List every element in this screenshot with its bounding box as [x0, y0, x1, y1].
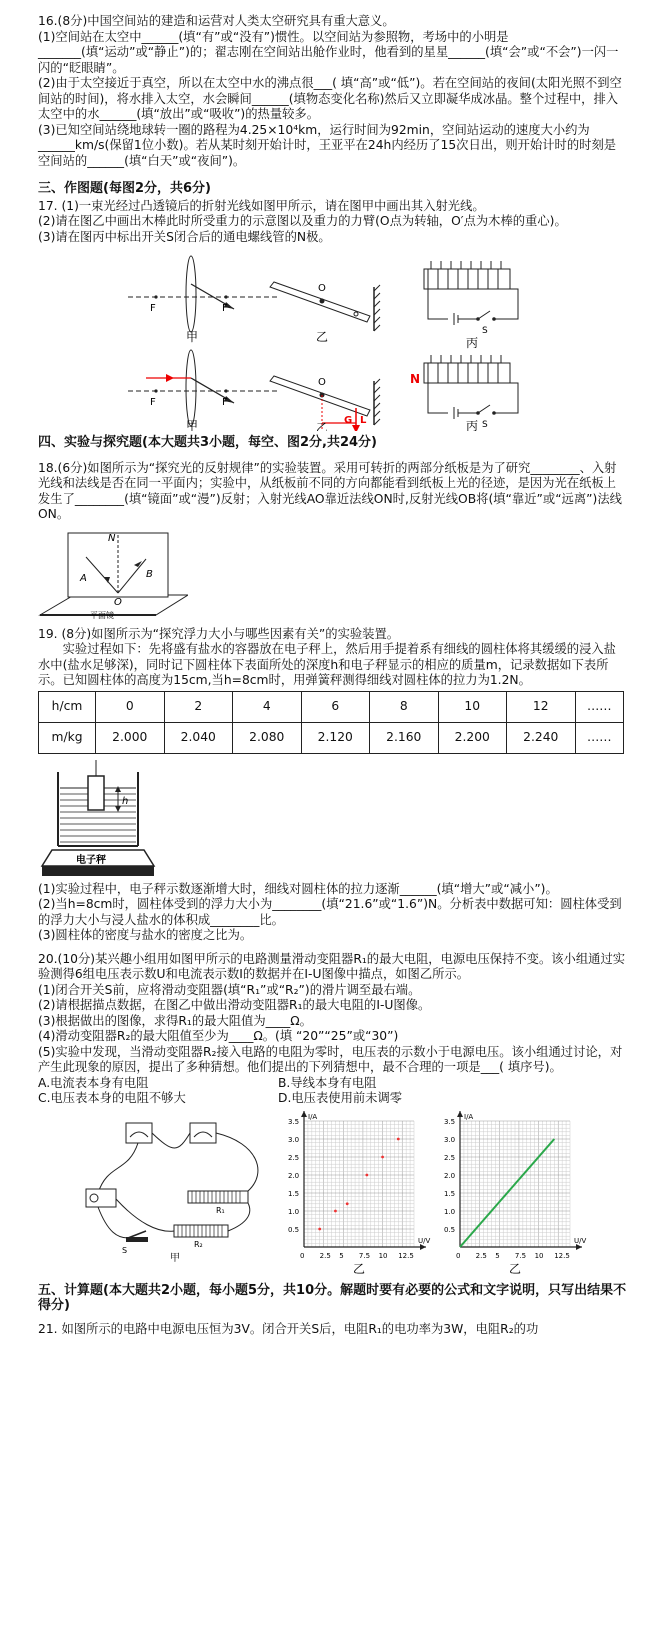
table-cell: 2.000 — [96, 722, 165, 753]
x-tick-label: 0 — [456, 1251, 461, 1260]
table-cell: 8 — [370, 691, 439, 722]
data-point — [318, 1227, 321, 1230]
focus-label: F — [222, 303, 228, 314]
reflection-figure — [38, 527, 188, 619]
section-4-title: 四、实验与探究题(本大题共3小题，每空、图2分,共24分) — [38, 435, 378, 450]
option-b: B.导线本身有电阻 — [278, 1075, 377, 1090]
h-label: h — [122, 795, 129, 807]
table-cell: 6 — [301, 691, 370, 722]
x-tick-label: 7.5 — [514, 1251, 527, 1260]
q19-text: 实验过程如下：先将盛有盐水的容器放在电子秤上，然后用手提着系有细线的圆柱体将其缓缓的浸入盐水中(盐水足够深)，同时记下圆柱体下表面所处的深度h和电子秤显示的相应的质量m，记录数据如下表所示。已知圆柱体的高度为15cm,当h=8cm时，用弹簧秤测得细线对圆柱体的拉力为1.2N。 — [38, 642, 616, 687]
answer-n: N — [410, 372, 421, 386]
option-c: C.电压表本身的电阻不够大 — [38, 1091, 186, 1105]
r2-label: R₂ — [194, 1239, 203, 1249]
label-n: N — [108, 532, 116, 544]
y-axis-arrow — [301, 1111, 307, 1117]
iu-chart-points — [274, 1107, 434, 1277]
answer-g: G — [344, 415, 353, 426]
y-tick-label: 0.5 — [444, 1225, 456, 1234]
x-tick-label: 12.5 — [398, 1251, 414, 1260]
table-cell: …… — [575, 691, 624, 722]
q17-line: 17. (1)一束光经过凸透镜后的折射光线如图甲所示，请在图甲中画出其入射光线。 — [38, 198, 485, 213]
table-cell: …… — [575, 722, 624, 753]
option-d: D.电压表使用前未调零 — [278, 1091, 403, 1105]
question-16 — [38, 14, 628, 169]
y-tick-label: 3.5 — [444, 1117, 456, 1126]
data-point — [397, 1137, 400, 1140]
table-cell: 2.240 — [507, 722, 576, 753]
lens-figure-top — [128, 256, 278, 344]
mirror-label: 平面镜 — [90, 610, 114, 619]
y-tick-label: 3.5 — [288, 1117, 300, 1126]
stick-figure-answer — [270, 376, 380, 431]
option-a: A.电流表本身有电阻 — [38, 1075, 149, 1090]
fig-label-jia: 甲 — [186, 330, 199, 344]
y-axis-label: I/A — [464, 1112, 474, 1121]
q17-line: (2)请在图乙中画出木棒此时所受重力的示意图以及重力的力臂(O点为转轴，O′点为木棒的重心)。 — [38, 214, 567, 228]
y-tick-label: 3.0 — [288, 1135, 300, 1144]
chart-title: 乙 — [509, 1261, 522, 1276]
table-cell: 2.200 — [438, 722, 507, 753]
focus-label: F — [222, 397, 228, 408]
focus-label: F — [150, 303, 156, 314]
table-row — [39, 722, 624, 753]
q20-options — [38, 1076, 628, 1107]
q17-line: (3)请在图丙中标出开关S闭合后的通电螺线管的N极。 — [38, 229, 331, 244]
table-row — [39, 691, 624, 722]
stick-figure-top — [270, 282, 380, 344]
q16-line: (2)由于太空接近于真空，所以在太空中水的沸点很___( 填“高”或“低”)。若在空间站的夜间(太阳光照不到空间站的时间)，将水排入太空，水会瞬间______(填物态变化名称)然后又立即凝华成冰晶。整个过程中，排入太空中的水______(填“放出”或“吸收”)的热量较多。 — [38, 76, 622, 121]
solenoid-figure-answer — [410, 355, 518, 431]
label-b: B — [146, 568, 153, 580]
q17-figures — [38, 249, 628, 431]
y-tick-label: 2.0 — [444, 1171, 456, 1180]
chart-title: 乙 — [353, 1261, 366, 1276]
x-tick-label: 10 — [534, 1251, 544, 1260]
section-3-title: 三、作图题(每图2分，共6分) — [38, 181, 211, 196]
focus-label: F — [150, 397, 156, 408]
x-tick-label: 5 — [495, 1251, 500, 1260]
fig-label-yi: 乙 — [316, 421, 329, 431]
q20-line: (5)实验中发现，当滑动变阻器R₂接入电路的电阻为零时，电压表的示数小于电源电压。该小组通过讨论，对产生此现象的原因，提出了多种猜想。他们提出的下列猜想中，最不合理的一项是___( 填序号)。 — [38, 1044, 623, 1074]
fig-label-bing: 丙 — [466, 336, 479, 350]
switch-s: S — [122, 1245, 128, 1255]
x-tick-label: 2.5 — [319, 1251, 331, 1260]
data-point — [381, 1155, 384, 1158]
solenoid-figure-top — [424, 261, 518, 350]
table-cell: 2.160 — [370, 722, 439, 753]
table-cell: 2 — [164, 691, 233, 722]
table-cell: 0 — [96, 691, 165, 722]
x-axis-label: U/V — [418, 1236, 431, 1245]
x-tick-label: 0 — [300, 1251, 305, 1260]
data-point — [346, 1202, 349, 1205]
data-table — [38, 691, 624, 754]
fig-label-jia: 甲 — [170, 1252, 180, 1263]
y-tick-label: 2.5 — [288, 1153, 300, 1162]
q16-line: (3)已知空间站绕地球转一圈的路程为4.25×10⁴km，运行时间为92min，空间站运动的速度大小约为______km/s(保留1位小数)。若从某时刻开始计时，王亚平在24h内经历了15次日出，则开始计时的时刻是空间站的______(填“白天”或“夜间”)。 — [38, 122, 617, 168]
table-cell: 2.080 — [233, 722, 302, 753]
fig-label-jia: 甲 — [186, 419, 199, 431]
q19-part: (1)实验过程中，电子秤示数逐渐增大时，细线对圆柱体的拉力逐渐______(填“增大”或“减小”)。 — [38, 881, 558, 896]
data-point — [365, 1173, 368, 1176]
data-point — [334, 1209, 337, 1212]
q19-part: (3)圆柱体的密度与盐水的密度之比为。 — [38, 928, 253, 942]
x-tick-label: 2.5 — [475, 1251, 487, 1260]
point-o: O — [318, 377, 326, 388]
r1-label: R₁ — [216, 1205, 225, 1215]
circuit-figure — [78, 1113, 278, 1263]
x-tick-label: 10 — [378, 1251, 388, 1260]
q20-line: (4)滑动变阻器R₂的最大阻值至少为____Ω。(填 “20”“25”或“30”) — [38, 1029, 399, 1043]
y-tick-label: 1.5 — [444, 1189, 456, 1198]
y-tick-label: 1.5 — [288, 1189, 300, 1198]
label-a: A — [80, 572, 87, 584]
scale-label: 电子秤 — [76, 854, 106, 866]
exam-page — [38, 14, 628, 1337]
q20-line: (1)闭合开关S前，应将滑动变阻器(填“R₁”或“R₂”)的滑片调至最右端。 — [38, 982, 421, 997]
q20-line: (2)请根据描点数据，在图乙中做出滑动变阻器R₁的最大电阻的I-U图像。 — [38, 998, 431, 1012]
y-tick-label: 1.0 — [444, 1207, 456, 1216]
switch-label: S — [482, 326, 488, 336]
fig-label-bing: 丙 — [466, 419, 479, 431]
q18-text: 18.(6分)如图所示为“探究光的反射规律”的实验装置。采用可转折的两部分纸板是为了研究________、入射光线和法线是否在同一平面内；实验中，从纸板前不同的方向都能看到纸板上光的径迹，是因为光在纸板上发生了________(填“镜面”或“漫”)反射；入射光线AO靠近法线ON时,反射光线OB将(填“靠近”或“远离”)法线ON。 — [38, 460, 622, 521]
q21-partial: 21. 如图所示的电路中电源电压恒为3V。闭合开关S后，电阻R₁的电功率为3W，电阻R₂的功 — [38, 1321, 539, 1336]
y-tick-label: 1.0 — [288, 1207, 300, 1216]
q20-line: (3)根据做出的图像，求得R₁的最大阻值为____Ω。 — [38, 1013, 312, 1028]
x-tick-label: 5 — [339, 1251, 344, 1260]
y-tick-label: 3.0 — [444, 1135, 456, 1144]
y-tick-label: 0.5 — [288, 1225, 300, 1234]
x-tick-label: 7.5 — [358, 1251, 371, 1260]
y-axis-label: I/A — [308, 1112, 318, 1121]
buoyancy-figure — [38, 760, 158, 878]
table-cell: 12 — [507, 691, 576, 722]
table-cell: 2.040 — [164, 722, 233, 753]
y-axis-arrow — [457, 1111, 463, 1117]
y-tick-label: 2.0 — [288, 1171, 300, 1180]
table-cell: m/kg — [39, 722, 96, 753]
q19-part: (2)当h=8cm时，圆柱体受到的浮力大小为________(填“21.6”或“1.6”)N。分析表中数据可知：圆柱体受到的浮力大小与浸人盐水的体积成________比。 — [38, 897, 622, 927]
point-o: O — [318, 283, 326, 294]
table-cell: 2.120 — [301, 722, 370, 753]
section-5-title: 五、计算题(本大题共2小题，每小题5分，共10分。解题时要有必要的公式和文字说明，只写出结果不得分) — [38, 1282, 627, 1313]
table-cell: 4 — [233, 691, 302, 722]
q16-line: (1)空间站在太空中______(填“有”或“没有”)惯性。以空间站为参照物，考场中的小明是 — [38, 29, 509, 44]
x-tick-label: 12.5 — [554, 1251, 570, 1260]
q19-intro: 19. (8分)如图所示为“探究浮力大小与哪些因素有关”的实验装置。 — [38, 626, 400, 641]
y-tick-label: 2.5 — [444, 1153, 456, 1162]
q20-line: 20.(10分)某兴趣小组用如图甲所示的电路测量滑动变阻器R₁的最大电阻，电源电压保持不变。该小组通过实验测得6组电压表示数U和电流表示数I的数据并在I-U图像中描点，如图乙所示。 — [38, 951, 626, 981]
q16-line: _______(填“运动”或“静止”)的；翟志刚在空间站出舱作业时，他看到的星星______(填“会”或“不会”)一闪一闪的“眨眼睛”。 — [38, 45, 619, 75]
q20-figures — [38, 1107, 628, 1277]
iu-chart-line — [430, 1107, 590, 1277]
fig-label-yi: 乙 — [316, 330, 329, 344]
lens-figure-answer — [128, 350, 278, 431]
table-cell: h/cm — [39, 691, 96, 722]
answer-l: L — [360, 415, 367, 426]
q16-line: 16.(8分)中国空间站的建造和运营对人类太空研究具有重大意义。 — [38, 14, 395, 28]
x-axis-label: U/V — [574, 1236, 587, 1245]
table-cell: 10 — [438, 691, 507, 722]
switch-label: S — [482, 420, 488, 430]
label-o: O — [114, 596, 122, 608]
